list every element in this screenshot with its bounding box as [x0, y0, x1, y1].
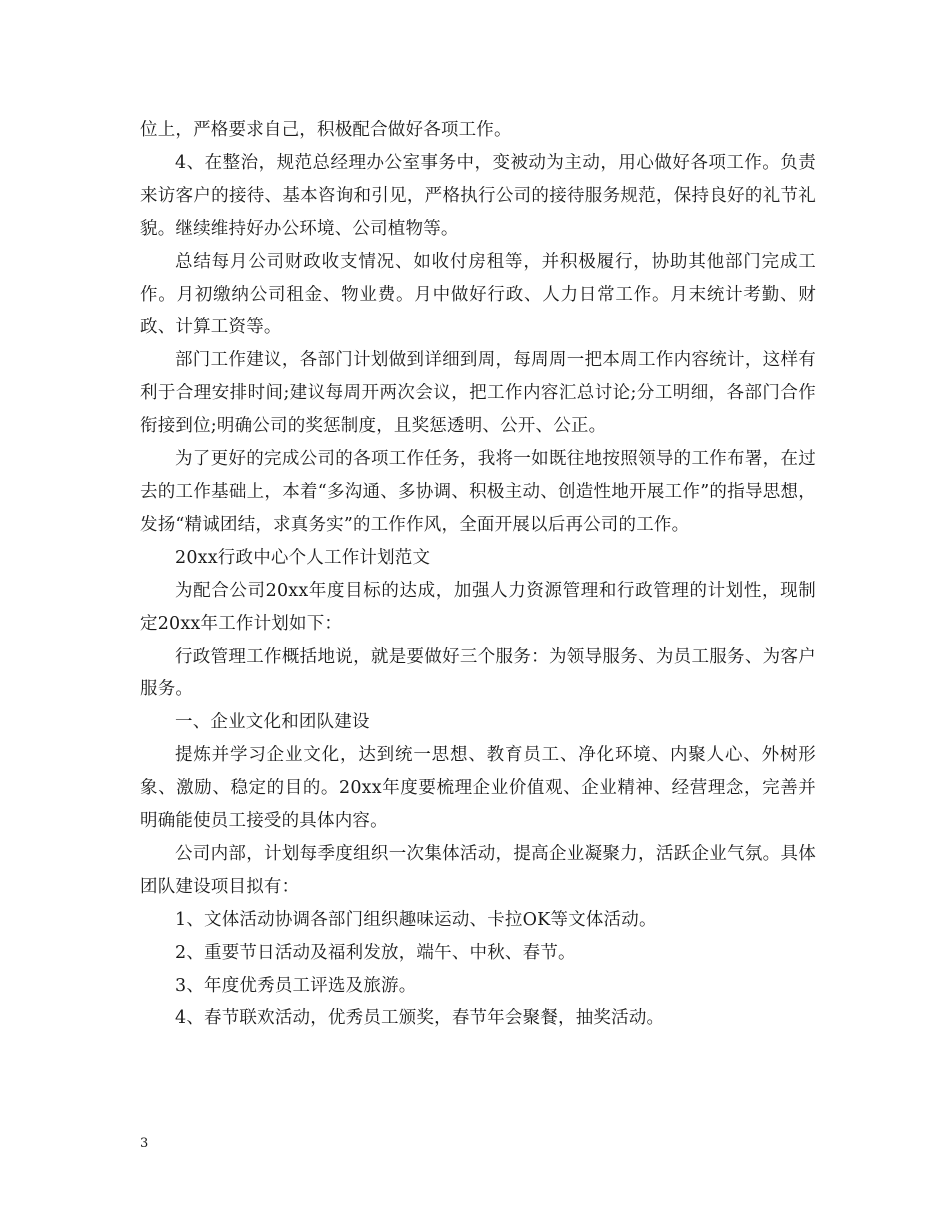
document-body — [140, 114, 816, 1035]
paragraph: 公司内部，计划每季度组织一次集体活动，提高企业凝聚力，活跃企业气氛。具体团队建设项目拟有： — [140, 843, 816, 897]
section-heading: 20xx行政中心个人工作计划范文 — [175, 547, 431, 568]
paragraph: 提炼并学习企业文化，达到统一思想、教育员工、净化环境、内聚人心、外树形象、激励、稳定的目的。20xx年度要梳理企业价值观、企业精神、经营理念，完善并明确能使员工接受的具体内容。 — [140, 745, 816, 832]
paragraph: 部门工作建议，各部门计划做到详细到周，每周周一把本周工作内容统计，这样有利于合理安排时间;建议每周开两次会议，把工作内容汇总讨论;分工明细，各部门合作衔接到位;明确公司的奖惩制度，且奖惩透明、公开、公正。 — [140, 350, 816, 437]
page-number: 3 — [140, 1136, 149, 1151]
list-item: 1、文体活动协调各部门组织趣味运动、卡拉OK等文体活动。 — [175, 909, 657, 930]
paragraph: 行政管理工作概括地说，就是要做好三个服务：为领导服务、为员工服务、为客户服务。 — [140, 646, 816, 700]
section-heading: 一、企业文化和团队建设 — [175, 712, 370, 733]
paragraph: 4、在整治，规范总经理办公室事务中，变被动为主动，用心做好各项工作。负责来访客户的接待、基本咨询和引见，严格执行公司的接待服务规范，保持良好的礼节礼貌。继续维持好办公环境、公司植物等。 — [140, 152, 816, 239]
paragraph: 为了更好的完成公司的各项工作任务，我将一如既往地按照领导的工作布署，在过去的工作基础上，本着“多沟通、多协调、积极主动、创造性地开展工作”的指导思想，发扬“精诚团结，求真务实”的工作作风，全面开展以后再公司的工作。 — [140, 449, 816, 535]
list-item: 4、春节联欢活动，优秀员工颁奖，春节年会聚餐，抽奖活动。 — [175, 1008, 665, 1029]
paragraph: 总结每月公司财政收支情况、如收付房租等，并积极履行，协助其他部门完成工作。月初缴纳公司租金、物业费。月中做好行政、人力日常工作。月末统计考勤、财政、计算工资等。 — [140, 251, 816, 338]
paragraph: 为配合公司20xx年度目标的达成，加强人力资源管理和行政管理的计划性，现制定20xx年工作计划如下： — [140, 580, 816, 634]
list-item: 3、年度优秀员工评选及旅游。 — [175, 975, 417, 996]
paragraph: 位上，严格要求自己，积极配合做好各项工作。 — [140, 120, 512, 140]
list-item: 2、重要节日活动及福利发放，端午、中秋、春节。 — [175, 942, 576, 963]
